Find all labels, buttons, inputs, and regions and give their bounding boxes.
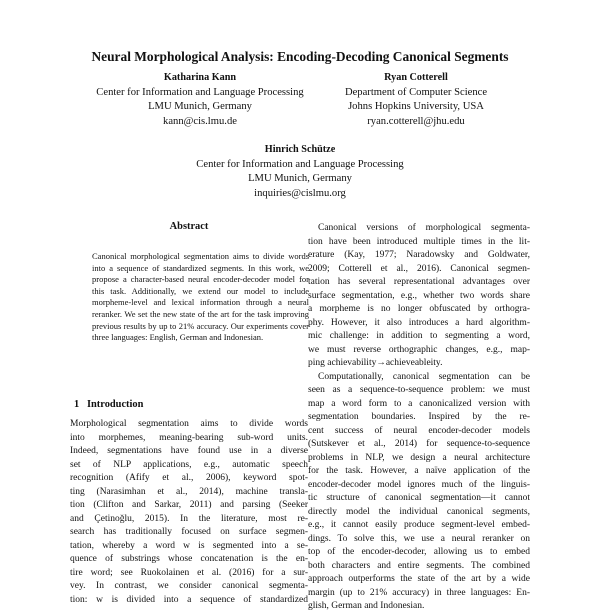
text-line: ting (Narasimhan et al., 2014), machine transla- xyxy=(70,486,308,497)
text-line: encoder-decoder model ignores much of the linguis- xyxy=(308,479,530,490)
text-line: tation, whereby a word w is segmented into a se- xyxy=(70,540,308,551)
text-line: problems in NLP, we design a neural architecture xyxy=(308,452,530,463)
text-line: glish, German and Indonesian. xyxy=(308,601,425,611)
author-block-3 xyxy=(170,143,430,201)
text-line: tion (Clifton and Sarkar, 2011) and parsing (Seeker xyxy=(70,500,308,510)
text-line: mic challenge: in addition to segmenting a word, xyxy=(308,331,530,341)
text-line: both characters and entire segments. The combined xyxy=(308,560,530,571)
text-line: Morphological segmentation aims to divide words xyxy=(70,419,308,429)
author-block-1 xyxy=(86,71,314,129)
text-line: Computationally, canonical segmentation can be xyxy=(318,371,530,382)
text-line: Canonical versions of morphological segmenta- xyxy=(318,223,530,233)
text-line: dings. To solve this, we use a neural reranker on xyxy=(308,533,530,544)
author-block-2 xyxy=(316,71,516,129)
text-line: and Çetinoğlu, 2015). In the literature, most re- xyxy=(70,513,308,524)
author-location: Johns Hopkins University, USA xyxy=(348,101,484,113)
intro-right-column xyxy=(308,222,530,614)
author-email: ryan.cotterell@jhu.edu xyxy=(367,115,465,127)
author-email: inquiries@cislmu.org xyxy=(254,187,346,199)
text-line: 2009; Cotterell et al., 2016). Canonical segmen- xyxy=(308,263,530,274)
text-line: set of NLP applications, e.g., automatic speech xyxy=(70,459,308,470)
author-affiliation: Center for Information and Language Processing xyxy=(96,86,304,98)
section-heading: 1 Introduction xyxy=(74,399,144,410)
abstract-heading: Abstract xyxy=(169,221,209,232)
text-line: e.g., it cannot easily produce segment-level embed- xyxy=(308,520,530,530)
author-email: kann@cis.lmu.de xyxy=(163,115,237,127)
text-line: search has traditionally focused on surface segmen- xyxy=(70,527,308,537)
text-line: directly model the individual canonical segments, xyxy=(308,506,530,517)
author-affiliation: Center for Information and Language Processing xyxy=(196,158,404,170)
text-line: we must reverse orthographic changes, e.g., map- xyxy=(308,344,530,355)
text-line: tion: w is divided into a sequence of standardized xyxy=(70,594,308,605)
text-line: top of the encoder-decoder, allowing us to embed xyxy=(308,547,530,557)
text-line: for the task. However, a naïve application of the xyxy=(308,466,530,476)
text-line: recognition (Afify et al., 2006), keyword spot- xyxy=(70,473,308,483)
text-line: tation has several representational advantages over xyxy=(308,277,530,287)
text-line: tic structure of canonical segmentation—it cannot xyxy=(308,493,530,503)
text-line: (Sutskever et al., 2014) for sequence-to-sequence xyxy=(308,439,530,449)
author-location: LMU Munich, Germany xyxy=(248,173,352,185)
author-affiliation: Department of Computer Science xyxy=(344,86,488,98)
author-name: Hinrich Schütze xyxy=(264,144,336,155)
text-line: vey. In contrast, we consider canonical segmenta- xyxy=(70,581,308,591)
text-line: erature (Kay, 1977; Naradowsky and Goldwater, xyxy=(308,250,530,260)
text-line: phy. However, it also introduces a hard algorithm- xyxy=(308,317,530,328)
intro-left-column xyxy=(70,418,308,607)
text-line: cent success of neural encoder-decoder models xyxy=(308,425,530,436)
paper-title: Neural Morphological Analysis: Encoding-Decoding Canonical Segments xyxy=(91,49,509,64)
author-location: LMU Munich, Germany xyxy=(148,101,252,113)
text-line: a morpheme is no longer obfuscated by orthogra- xyxy=(308,304,530,314)
text-line: tire word; see Ruokolainen et al. (2016) for a sur- xyxy=(70,567,308,578)
text-line: Indeed, segmentations have found use in a diverse xyxy=(70,446,308,456)
text-line: surface segmentation, e.g., whether two words share xyxy=(308,290,530,301)
author-name: Ryan Cotterell xyxy=(384,72,448,83)
text-line: tion have been introduced multiple times in the lit- xyxy=(308,236,530,247)
text-line: quence of substrings whose concatenation is the en- xyxy=(70,554,308,564)
text-line: ping achievability→achieveableity. xyxy=(308,358,443,368)
text-line: map a word form to a canonicalized version with xyxy=(308,398,530,409)
text-line: margin (up to 21% accuracy) in three languages: En- xyxy=(308,587,530,598)
text-line: into morphemes, meaning-bearing sub-word units. xyxy=(70,432,308,443)
text-line: seen as a sequence-to-sequence problem: we must xyxy=(308,385,530,395)
text-line: segmentation boundaries. Inspired by the re- xyxy=(308,412,530,422)
text-line: approach outperforms the state of the art by a wide xyxy=(308,574,530,584)
abstract-text: Canonical morphological segmentation aims to divide words into a sequence of standardized segments. In this work, we propose a character-based neural encoder-decoder model for this task. Additionally, we extend our model to include morpheme-level and lexical information through a neural reranker. We set the new state of the art for the task improving previous results by up to 21% accuracy. Our experiments cover three languages: English, German and Indonesian. xyxy=(92,251,309,343)
author-name: Katharina Kann xyxy=(163,72,237,83)
